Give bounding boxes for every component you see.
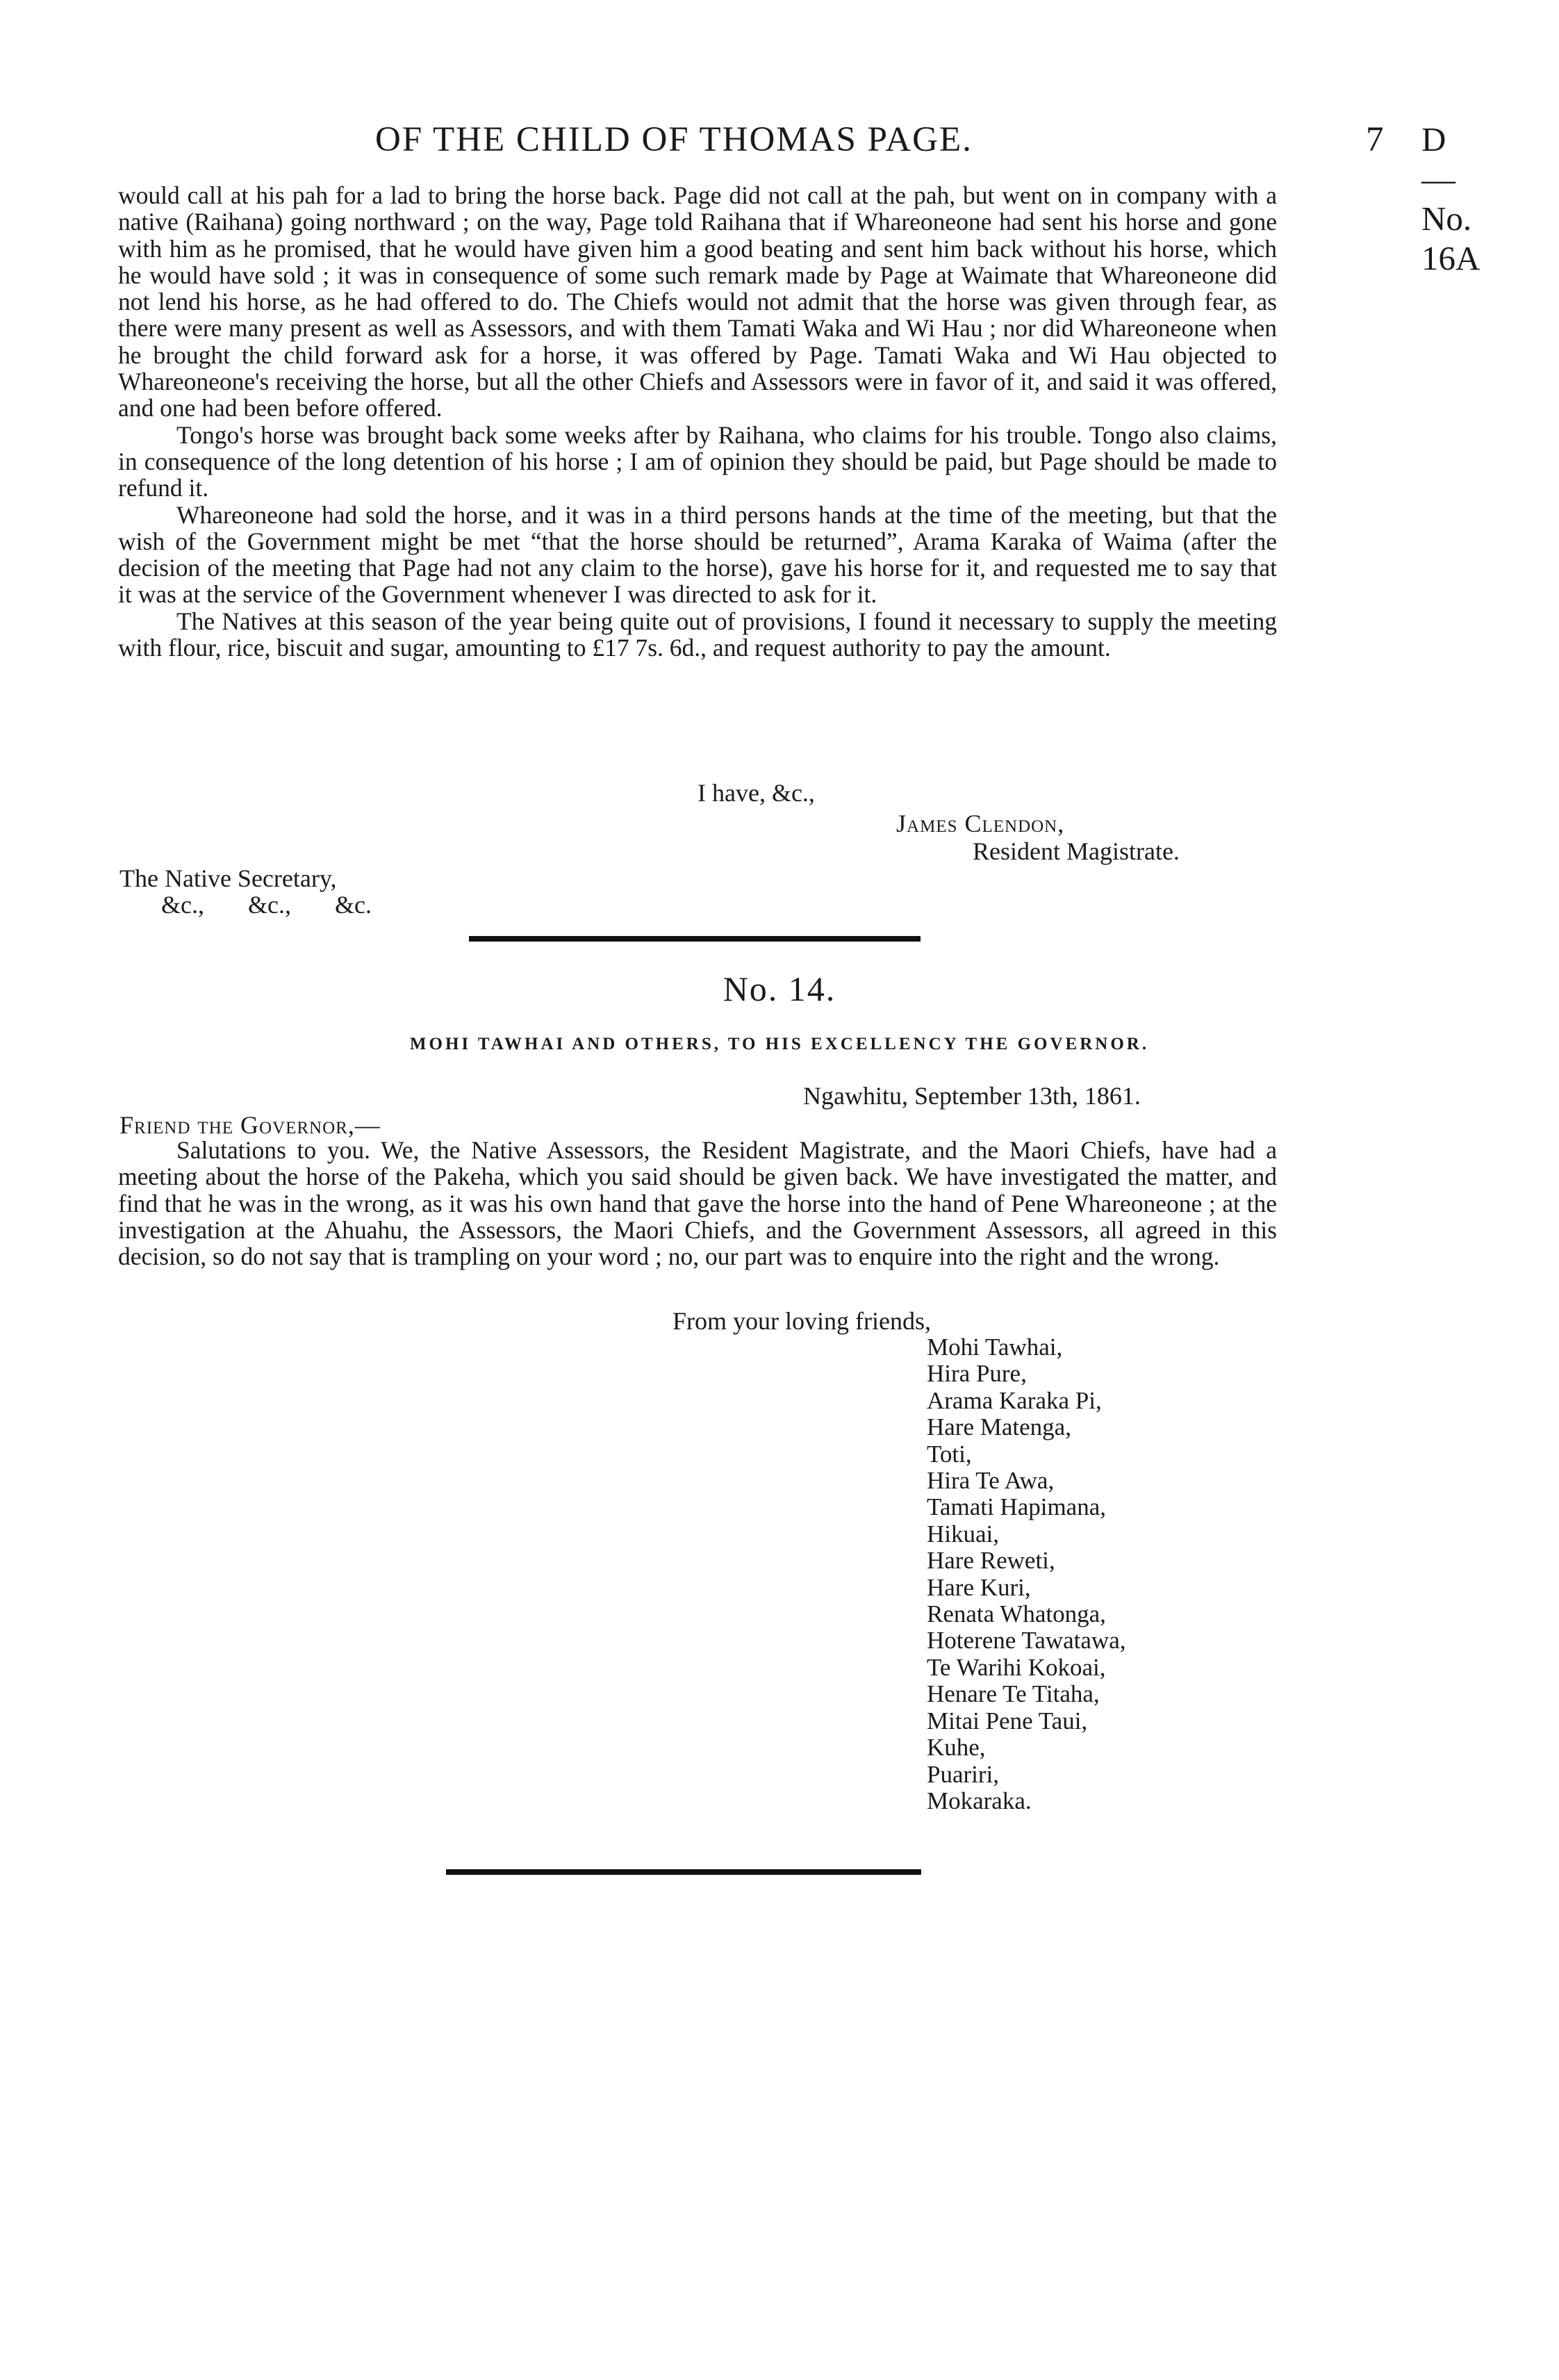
signatory-name: Puariri, (927, 1760, 1000, 1788)
letter2-place-date: Ngawhitu, September 13th, 1861. (803, 1082, 1141, 1110)
signatory-name: Hare Kuri, (927, 1573, 1031, 1601)
header-title: OF THE CHILD OF THOMAS PAGE. (375, 120, 973, 159)
signatory-name: Arama Karaka Pi, (927, 1386, 1102, 1414)
signatory-name: Hikuai, (927, 1520, 1000, 1548)
section-number: No. 14. (723, 969, 836, 1008)
signatory-name: Tamati Hapimana, (927, 1493, 1107, 1521)
signatory-name: Hare Matenga, (927, 1413, 1071, 1441)
signatory-name: Toti, (927, 1440, 972, 1468)
signatory-name: Mokaraka. (927, 1787, 1032, 1814)
signatory-name: Hira Pure, (927, 1360, 1027, 1388)
running-header (118, 120, 1483, 277)
letter1-paragraph-4: The Natives at this season of the year being quite out of provisions, I found it necessary to supply the meeting with flour, rice, biscuit and sugar, amounting to £17 7s. 6d., and request authority to pay the amount. (118, 607, 1277, 662)
letter2-closing: From your loving friends, (673, 1307, 931, 1335)
signatory-name: Hoterene Tawatawa, (927, 1627, 1126, 1655)
signatory-name: Mohi Tawhai, (927, 1333, 1063, 1361)
signatory-name: Kuhe, (927, 1734, 986, 1762)
page-number: 7 (1366, 120, 1384, 159)
letter2-paragraph: Salutations to you. We, the Native Assessors, the Resident Magistrate, and the Maori Chiefs, have had a meeting about the horse of the Pakeha, which you said should be given back. We have investigated the matter, and find that he was in the wrong, as it was his own hand that gave the horse into the hand of Pene Whareoneone ; at the investigation at the Ahuahu, the Assessors, the Maori Chiefs, and the Government Assessors, all agreed in this decision, so do not say that is trampling on your word ; no, our part was to enquire into the right and the wrong. (118, 1136, 1277, 1271)
letter1-paragraph-2: Tongo's horse was brought back some weeks after by Raihana, who claims for his trouble. Tongo also claims, in consequence of the long detention of his horse ; I am of opinion they should be paid, but Page should be made to refund it. (118, 420, 1277, 502)
letter1-addressee: The Native Secretary, (119, 864, 337, 892)
letter1-signature-name: James Clendon, (896, 810, 1065, 837)
signatory-list (927, 1334, 1125, 1814)
signatory-name: Hare Reweti, (927, 1547, 1055, 1575)
letter2-salutation: Friend the Governor,— (119, 1111, 381, 1139)
signatory-name: Te Warihi Kokoai, (927, 1653, 1106, 1681)
letter2-body (118, 1137, 1277, 1270)
end-rule (446, 1869, 921, 1875)
letter1-closing: I have, &c., (698, 779, 815, 807)
letter1-addressee-etc: &c., &c., &c. (161, 891, 372, 919)
section-subheading: MOHI TAWHAI AND OTHERS, TO HIS EXCELLENCY THE GOVERNOR. (409, 1035, 1150, 1053)
letter1-paragraph-3: Whareoneone had sold the horse, and it was in a third persons hands at the time of the meeting, but that the wish of the Government might be met “that the horse should be returned”, Arama Karaka of Waima (after the decision of the meeting that Page had not any claim to the horse), gave his horse for it, and requested me to say that it was at the service of the Government whenever I was directed to ask for it. (118, 500, 1277, 609)
document-reference: D —No. 16A (1421, 120, 1480, 277)
signatory-name: Hira Te Awa, (927, 1467, 1055, 1495)
letter1-body (118, 182, 1277, 661)
section-divider (469, 936, 921, 942)
signatory-name: Mitai Pene Taui, (927, 1707, 1088, 1734)
letter1-signature-title: Resident Magistrate. (973, 837, 1180, 865)
signatory-name: Renata Whatonga, (927, 1600, 1106, 1628)
signatory-name: Henare Te Titaha, (927, 1680, 1100, 1708)
letter1-paragraph-1: would call at his pah for a lad to bring the horse back. Page did not call at the pah, but went on in company with a native (Raihana) going northward ; on the way, Page told Raihana that if Whareoneone had sent his horse and gone with him as he promised, that he would have given him a good beating and sent him back without his horse, which he would have sold ; it was in consequence of some such remark made by Page at Waimate that Whareoneone did not lend his horse, as he had offered to do. The Chiefs would not admit that the horse was given through fear, as there were many present as well as Assessors, and with them Tamati Waka and Wi Hau ; nor did Whareoneone when he brought the child forward ask for a horse, it was offered by Page. Tamati Waka and Wi Hau objected to Whareoneone's receiving the horse, but all the other Chiefs and Assessors were in favor of it, and said it was offered, and one had been before offered. (118, 181, 1277, 422)
